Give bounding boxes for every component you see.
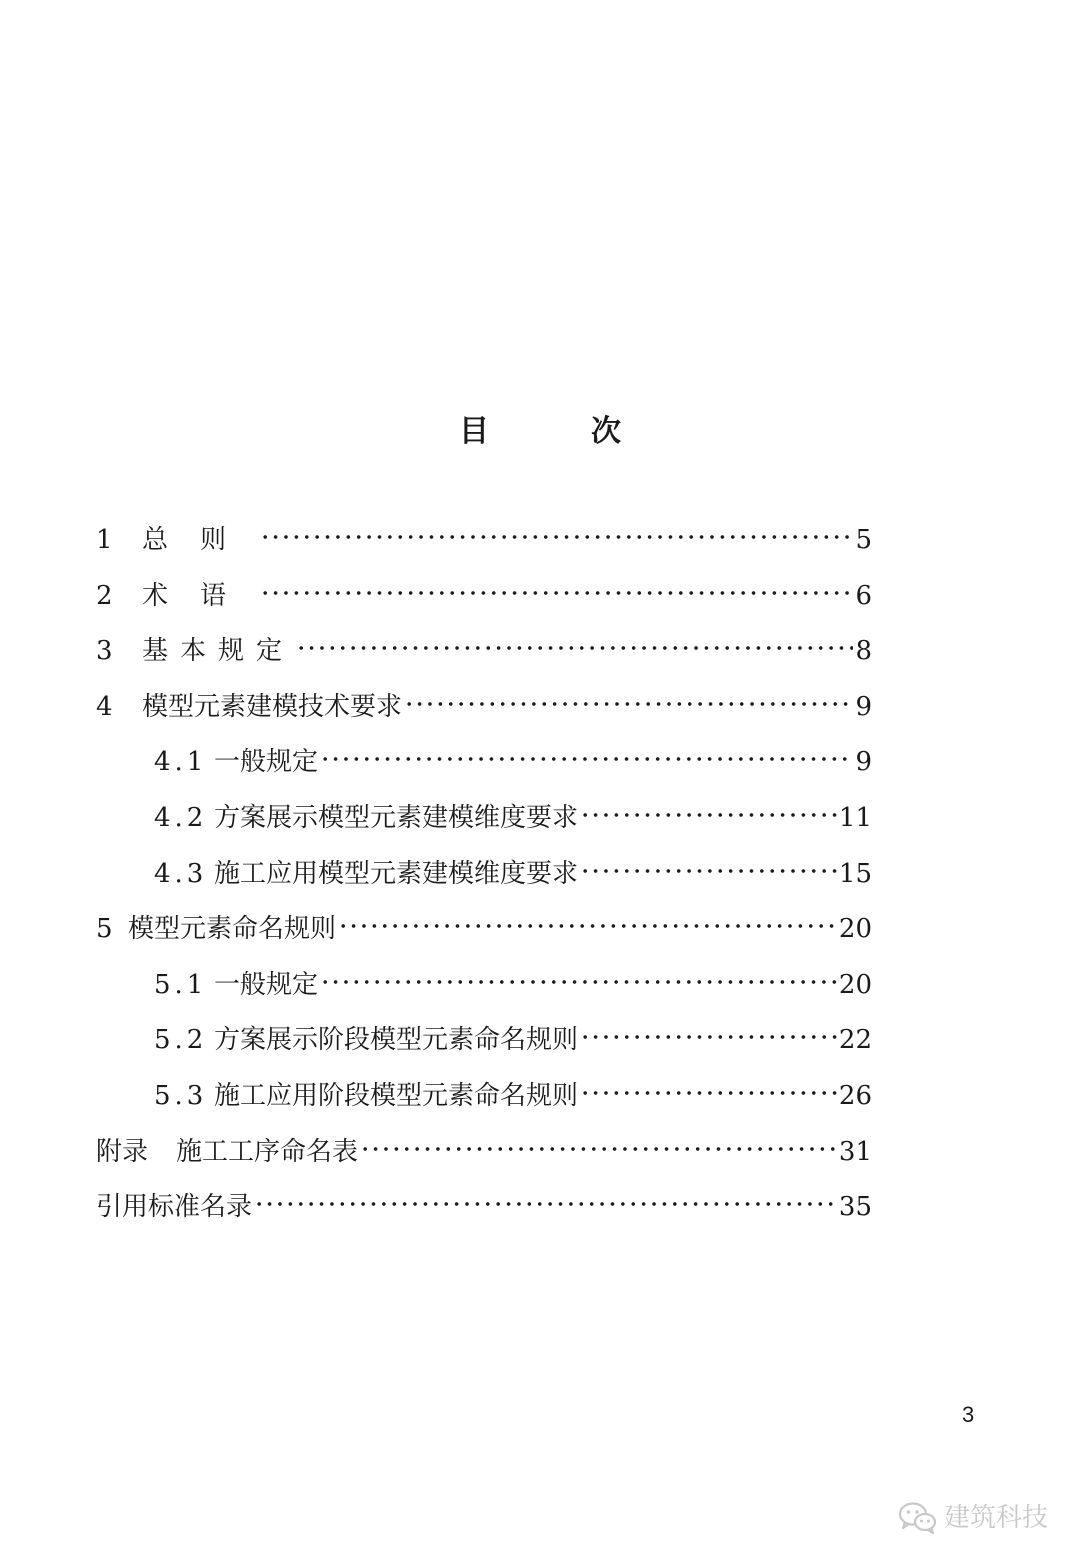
toc-entry-label: 模型元素建模技术要求 bbox=[142, 691, 403, 722]
dot-leader bbox=[360, 1144, 837, 1154]
toc-entry-4[interactable] bbox=[96, 680, 872, 736]
wechat-icon bbox=[898, 1501, 938, 1535]
toc-entry-4-1[interactable] bbox=[96, 735, 872, 791]
toc-entry-page: 20 bbox=[838, 969, 872, 1000]
toc-entry-5-3[interactable] bbox=[96, 1069, 872, 1125]
dot-leader bbox=[580, 1032, 837, 1042]
toc-entry-5-2[interactable] bbox=[96, 1013, 872, 1069]
toc-entry-page: 8 bbox=[855, 636, 872, 667]
toc-entry-appendix[interactable] bbox=[96, 1125, 872, 1181]
dot-leader bbox=[320, 977, 837, 987]
dot-leader bbox=[260, 532, 853, 542]
toc-entry-2[interactable] bbox=[96, 569, 872, 625]
toc-title: 目 次 bbox=[459, 414, 657, 449]
dot-leader bbox=[260, 588, 853, 598]
toc-entry-page: 35 bbox=[838, 1192, 872, 1223]
dot-leader bbox=[254, 1199, 837, 1209]
toc-entry-label: 模型元素命名规则 bbox=[128, 914, 337, 945]
toc-entry-page: 26 bbox=[838, 1080, 872, 1111]
watermark-text: 建筑科技 bbox=[944, 1503, 1049, 1533]
toc-entry-label: 基本规定 bbox=[142, 636, 295, 667]
toc-entry-appendix-title: 施工工序命名表 bbox=[176, 1136, 359, 1167]
toc-entry-page: 6 bbox=[855, 580, 872, 611]
toc-entry-label: 术语 bbox=[142, 580, 259, 611]
toc-entry-page: 11 bbox=[838, 802, 872, 833]
toc-entry-page: 22 bbox=[838, 1025, 872, 1056]
toc-entry-label: 方案展示阶段模型元素命名规则 bbox=[214, 1025, 579, 1056]
toc-entry-appendix-head: 附录 bbox=[96, 1136, 149, 1167]
toc-entry-1[interactable] bbox=[96, 513, 872, 569]
toc-entry-number: 1 bbox=[96, 525, 113, 555]
toc-entry-label: 施工应用模型元素建模维度要求 bbox=[214, 858, 579, 889]
toc-entry-page: 9 bbox=[855, 747, 872, 778]
toc-entry-label: 一般规定 bbox=[214, 969, 319, 1000]
toc-entry-page: 31 bbox=[838, 1136, 872, 1167]
watermark bbox=[898, 1500, 1048, 1536]
toc-entry-page: 20 bbox=[838, 914, 872, 945]
dot-leader bbox=[338, 921, 837, 931]
dot-leader bbox=[580, 810, 837, 820]
toc-entry-label bbox=[96, 1125, 358, 1181]
toc-entry-references[interactable] bbox=[96, 1180, 872, 1236]
page-number: 3 bbox=[962, 1402, 975, 1427]
toc-entry-number: 5.1 bbox=[154, 969, 208, 1000]
toc-entry-number: 4.2 bbox=[154, 802, 208, 833]
toc-entry-label: 方案展示模型元素建模维度要求 bbox=[214, 802, 579, 833]
toc-entry-label: 总则 bbox=[142, 525, 259, 555]
toc-entry-number: 4.1 bbox=[154, 747, 208, 778]
table-of-contents bbox=[96, 513, 872, 1236]
toc-entry-number: 4.3 bbox=[154, 858, 208, 889]
toc-entry-number: 5.3 bbox=[154, 1080, 208, 1111]
toc-entry-4-2[interactable] bbox=[96, 791, 872, 847]
dot-leader bbox=[296, 643, 853, 653]
toc-entry-3[interactable] bbox=[96, 624, 872, 680]
dot-leader bbox=[580, 1088, 837, 1098]
toc-entry-number: 5 bbox=[96, 914, 113, 945]
dot-leader bbox=[320, 754, 853, 764]
toc-entry-page: 9 bbox=[855, 691, 872, 722]
toc-entry-number: 2 bbox=[96, 580, 113, 611]
toc-entry-label: 一般规定 bbox=[214, 747, 319, 778]
toc-entry-number: 3 bbox=[96, 636, 113, 667]
dot-leader bbox=[580, 866, 837, 876]
toc-entry-label: 施工应用阶段模型元素命名规则 bbox=[214, 1080, 579, 1111]
toc-entry-number: 5.2 bbox=[154, 1025, 208, 1056]
toc-entry-number: 4 bbox=[96, 691, 113, 722]
toc-entry-5[interactable] bbox=[96, 902, 872, 958]
toc-entry-page: 5 bbox=[855, 525, 872, 555]
toc-entry-4-3[interactable] bbox=[96, 847, 872, 903]
toc-entry-5-1[interactable] bbox=[96, 958, 872, 1014]
toc-entry-page: 15 bbox=[838, 858, 872, 889]
toc-entry-label: 引用标准名录 bbox=[96, 1192, 253, 1223]
dot-leader bbox=[404, 699, 853, 709]
